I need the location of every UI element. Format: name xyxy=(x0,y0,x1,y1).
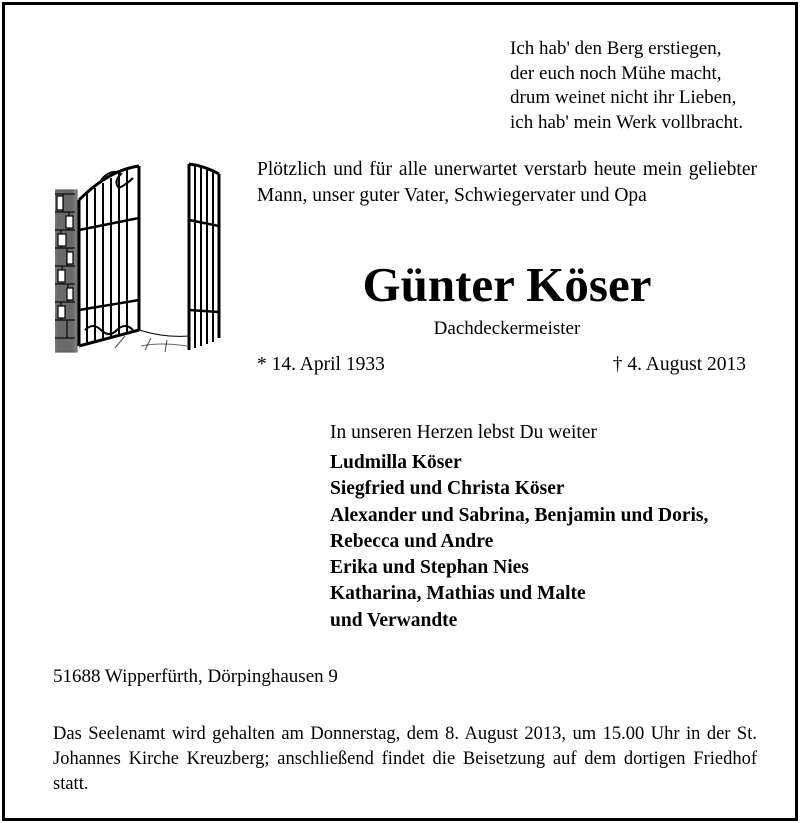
farewell-line: In unseren Herzen lebst Du weiter xyxy=(330,422,597,443)
mourner-entry: Erika und Stephan Nies xyxy=(330,557,529,579)
deceased-name: Günter Köser xyxy=(362,257,652,312)
funeral-service-info: Das Seelenamt wird gehalten am Donnerstag, dem 8. August 2013, um 15.00 Uhr in der St. Johannes Kirche Kreuzberg; anschließend findet die Beisetzung auf dem dortigen Friedhof statt. xyxy=(53,724,757,794)
death-date: † 4. August 2013 xyxy=(612,354,746,375)
mourner-entry: und Verwandte xyxy=(330,609,458,631)
mourners-list xyxy=(330,450,760,634)
mourner-entry: Katharina, Mathias und Malte xyxy=(330,583,586,605)
left-gate-wing xyxy=(79,166,139,346)
death-announcement: Plötzlich und für alle unerwartet verstarb heute mein geliebter Mann, unser guter Vater, Schwiegervater und Opa xyxy=(257,159,757,206)
birth-date: * 14. April 1933 xyxy=(257,354,385,375)
obituary-notice xyxy=(2,2,798,821)
mourner-entry: Siegfried und Christa Köser xyxy=(330,478,565,500)
family-address: 51688 Wipperfürth, Dörpinghausen 9 xyxy=(53,666,338,687)
mourner-entry: Rebecca und Andre xyxy=(330,530,494,552)
poem-verse xyxy=(510,37,770,135)
poem-line: drum weinet nicht ihr Lieben, xyxy=(510,87,737,108)
stone-pillar xyxy=(55,190,77,352)
right-gate-wing xyxy=(189,164,219,350)
open-gate-illustration xyxy=(55,160,221,356)
deceased-profession: Dachdeckermeister xyxy=(433,318,581,339)
poem-line: ich hab' mein Werk vollbracht. xyxy=(510,111,744,133)
poem-line: der euch noch Mühe macht, xyxy=(510,62,722,84)
poem-line: Ich hab' den Berg erstiegen, xyxy=(510,38,722,59)
mourner-entry: Ludmilla Köser xyxy=(330,452,462,473)
mourner-entry: Alexander und Sabrina, Benjamin und Doris, xyxy=(330,504,709,526)
